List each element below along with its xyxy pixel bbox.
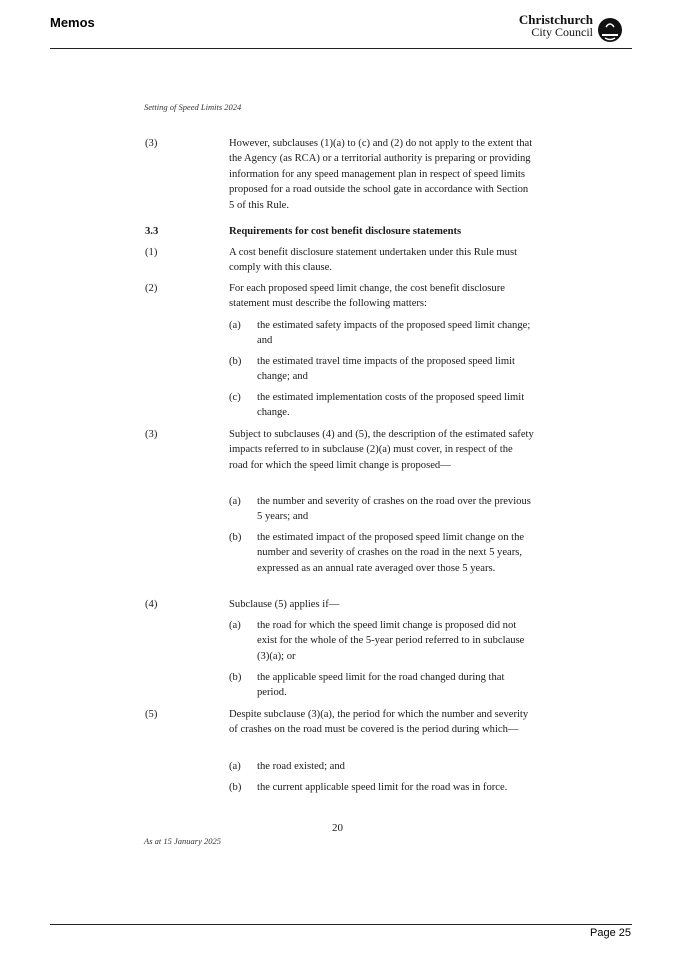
subclause-text: the estimated safety impacts of the proposed speed limit change; and <box>257 320 531 347</box>
clause-number: (2) <box>145 283 158 294</box>
clause-text: However, subclauses (1)(a) to (c) and (2) do not apply to the extent that the Agency (as RCA) or a territorial authority is preparing or providing information for any speed management plan in respect of speed limits proposed for a road outside the school gate in accordance with Section 5 of this Rule. <box>229 138 533 211</box>
subclause-label: (a) <box>229 761 241 772</box>
subclause-label: (b) <box>229 532 242 543</box>
subclause-label: (b) <box>229 356 242 367</box>
clause-text: Despite subclause (3)(a), the period for which the number and severity of crashes on the road must be covered is the period during which— <box>229 709 529 736</box>
subclause-text: the estimated implementation costs of the proposed speed limit change. <box>257 392 525 419</box>
subclause-text: the road existed; and <box>257 761 345 772</box>
subclause-label: (c) <box>229 392 241 403</box>
clause-text: A cost benefit disclosure statement undertaken under this Rule must comply with this clause. <box>229 247 518 274</box>
clause-number: (1) <box>145 247 158 258</box>
subclause-text: the current applicable speed limit for the road was in force. <box>257 782 508 793</box>
running-head: Setting of Speed Limits 2024 <box>144 102 242 112</box>
section-heading: Requirements for cost benefit disclosure statements <box>229 226 462 237</box>
subclause-text: the estimated impact of the proposed speed limit change on the number and severity of crashes on the road in the next 5 years, expressed as an annual rate averaged over those 5 years. <box>257 532 525 574</box>
section-number: 3.3 <box>145 226 159 237</box>
council-emblem-icon <box>597 17 623 43</box>
clause-number: (5) <box>145 709 158 720</box>
subclause-text: the estimated travel time impacts of the proposed speed limit change; and <box>257 356 516 383</box>
page-label: Page 25 <box>590 927 631 939</box>
header-title: Memos <box>50 15 95 30</box>
document-page-number: 20 <box>332 822 343 834</box>
subclause-label: (b) <box>229 672 242 683</box>
subclause-text: the road for which the speed limit change is proposed did not exist for the whole of the 5-year period referred to in subclause (3)(a); or <box>257 620 525 662</box>
subclause-label: (a) <box>229 620 241 631</box>
clause-text: Subject to subclauses (4) and (5), the description of the estimated safety impacts referred to in subclause (2)(a) must cover, in respect of the road for which the speed limit change is proposed— <box>229 429 534 471</box>
footer-divider <box>50 924 632 925</box>
clause-text: For each proposed speed limit change, the cost benefit disclosure statement must describe the following matters: <box>229 283 505 310</box>
as-at-date: As at 15 January 2025 <box>144 836 221 846</box>
subclause-label: (a) <box>229 320 241 331</box>
clause-number: (3) <box>145 138 158 149</box>
subclause-text: the applicable speed limit for the road changed during that period. <box>257 672 505 699</box>
clause-number: (3) <box>145 429 158 440</box>
clause-text: Subclause (5) applies if— <box>229 599 340 610</box>
subclause-text: the number and severity of crashes on the road over the previous 5 years; and <box>257 496 531 523</box>
logo-line1: Christchurch <box>518 12 593 27</box>
clause-number: (4) <box>145 599 158 610</box>
council-logo <box>513 14 623 46</box>
subclause-label: (b) <box>229 782 242 793</box>
subclause-label: (a) <box>229 496 241 507</box>
logo-line2: City Council <box>531 25 593 39</box>
header-divider <box>50 48 632 49</box>
